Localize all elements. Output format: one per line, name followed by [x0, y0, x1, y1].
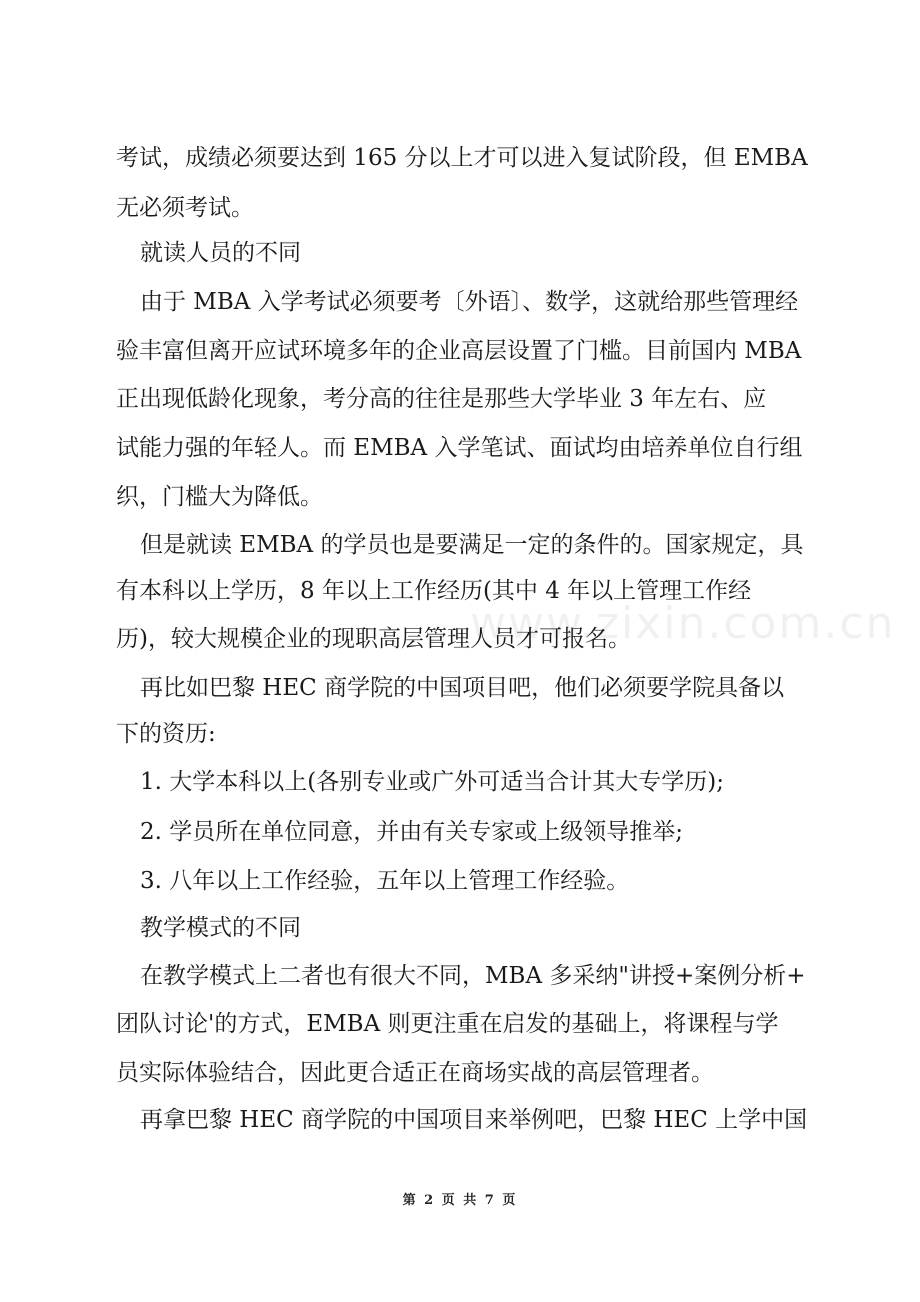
watermark: www.zixin.com.cn [470, 598, 896, 649]
text-line: 正出现低龄化现象，考分高的往往是那些大学毕业 3 年左右、应 [116, 386, 767, 412]
text-line: 再拿巴黎 HEC 商学院的中国项目来举例吧，巴黎 HEC 上学中国 [140, 1107, 808, 1133]
text-line: 下的资历: [116, 721, 216, 747]
list-item: 1. 大学本科以上(各别专业或广外可适当合计其大专学历); [140, 769, 724, 795]
list-item: 2. 学员所在单位同意，并由有关专家或上级领导推举; [140, 819, 684, 845]
text-line: 由于 MBA 入学考试必须要考〔外语〕、数学，这就给那些管理经 [140, 289, 799, 315]
section-heading: 就读人员的不同 [140, 240, 301, 266]
text-line: 试能力强的年轻人。而 EMBA 入学笔试、面试均由培养单位自行组 [116, 435, 803, 461]
text-line: 再比如巴黎 HEC 商学院的中国项目吧，他们必须要学院具备以 [140, 675, 785, 701]
page-footer: 第 2 页 共 7 页 [402, 1193, 518, 1208]
section-heading: 教学模式的不同 [140, 915, 301, 941]
text-line: 历)，较大规模企业的现职高层管理人员才可报名。 [116, 626, 631, 652]
text-line: 但是就读 EMBA 的学员也是要满足一定的条件的。国家规定，具 [140, 532, 804, 558]
text-line: 在教学模式上二者也有很大不同，MBA 多采纳"讲授+案例分析+ [140, 963, 806, 989]
text-line: 团队讨论'的方式，EMBA 则更注重在启发的基础上，将课程与学 [116, 1011, 779, 1037]
text-line: 员实际体验结合，因此更合适正在商场实战的高层管理者。 [116, 1060, 714, 1086]
text-line: 无必须考试。 [116, 195, 254, 221]
text-line: 有本科以上学历，8 年以上工作经历(其中 4 年以上管理工作经 [116, 578, 752, 604]
text-line: 验丰富但离开应试环境多年的企业高层设置了门槛。目前国内 MBA [116, 338, 802, 364]
text-line: 织，门槛大为降低。 [116, 484, 323, 510]
list-item: 3. 八年以上工作经验，五年以上管理工作经验。 [140, 868, 630, 894]
text-line: 考试，成绩必须要达到 165 分以上才可以进入复试阶段，但 EMBA [116, 145, 808, 171]
